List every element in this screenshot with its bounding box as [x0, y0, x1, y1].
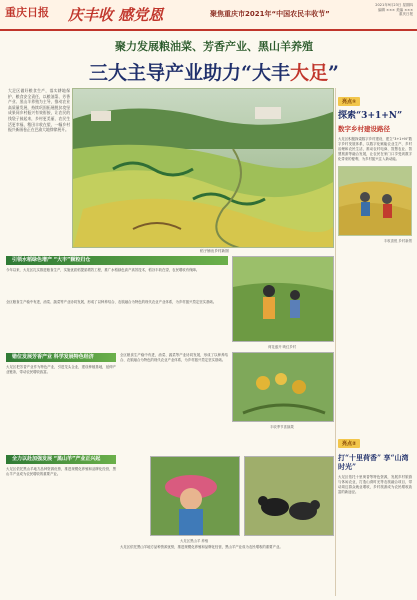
field-photo-illustration: [339, 167, 412, 236]
section-bar-aroma: 错位发展芳香产业 科学发展特色经济: [6, 353, 116, 362]
middle-text: 全区粮食生产稳中有进，油菜、蔬菜等产业协同发展，形成了以种养结合、农旅融合为特色的现代农业产业体系，为乡村振兴奠定坚实基础。: [120, 353, 228, 362]
right-subtitle: 数字乡村建设路径: [338, 125, 390, 133]
headline-emphasis: 大足: [289, 62, 328, 84]
woman-photo-illustration: [151, 457, 240, 536]
right-photo-field: [338, 166, 412, 236]
hero-photo-rice-fields: [72, 88, 334, 248]
highlight-tag: 亮点①: [338, 97, 360, 106]
right-title-2: 打“十里荷香” 享“山湾时光”: [338, 453, 409, 471]
mid-text: 全区粮食生产稳中有进，油菜、蔬菜等产业协同发展，形成了以种养结合、农旅融合为特色的现代农业产业体系，为乡村振兴奠定坚实基础。: [6, 300, 217, 304]
rice-field-illustration: [73, 89, 334, 248]
kicker-headline: 聚力发展粮油菜、芳香产业、黑山羊养殖: [115, 40, 313, 53]
section-goat-text: 大足区依托黑山羊地方品种资源优势，推进规模化养殖和品牌化经营，黑山羊产业成为农民增收的重要产业。: [6, 467, 116, 476]
photo3-caption: 大足区黑山羊 养殖: [180, 539, 209, 543]
section-bar-rice: 引领水稻绿色增产 “大丰”颗粒归仓: [6, 256, 228, 265]
header-info-line: 2021年9月23日 星期四: [375, 3, 413, 7]
hero-caption: 稻子铺出乡村新图: [200, 249, 229, 253]
header-info-line: 编辑 ××× 美编 ×××: [378, 7, 413, 12]
main-headline: [88, 58, 340, 85]
photo-harvest: [232, 352, 334, 422]
right-photo-caption: 丰收喜悦 乡村新景: [383, 238, 412, 243]
lead-paragraph: 大足区做好粮食生产，落实耕地保护、粮食安全责任，以粮油菜、芳香产业、黑山羊养殖为主导，推动农业高质量发展，持续巩固拓展脱贫攻坚成果同乡村振兴有效衔接，让农民的钱袋子鼓起来，乡村更美丽，农民生活更幸福，稻田丰收在望，一幅乡村振兴新画卷正在巴渝大地徐徐展开。: [8, 88, 70, 133]
goats-photo-illustration: [245, 457, 334, 536]
column-divider: [335, 88, 336, 596]
masthead: 重庆日报: [5, 6, 49, 19]
header-banner: [0, 0, 417, 30]
header-info-line: 重庆日报: [399, 12, 413, 16]
right-lower-column: [338, 430, 412, 495]
right-text: 大足区积极探索数字乡村建设，建立“3+1+N”数字乡村发展体系，以数字化赋能农业生产、乡村治理和农民生活，推动农村电商、智慧农业、智慧旅游等融合发展，让农民在家门口享受到数字化带来的便利，为乡村振兴注入新动能。: [338, 137, 412, 161]
section-rice-text: 今年以来，大足区扎实推进粮食生产，实施优质稻提质增效工程，推广水稻绿色高产高效技术，稻谷丰收在望，农民增收有保障。: [6, 268, 200, 272]
theme-subtitle: 聚焦重庆市2021年“中国农民丰收节”: [210, 10, 330, 18]
headline-prefix: 三大主导产业助力“大丰: [89, 62, 290, 84]
header-info: [375, 3, 413, 17]
highlight-tag-2: 亮点②: [338, 439, 360, 448]
photo1-caption: 荷花盛开 映红乡村: [268, 345, 297, 349]
photo-farmers-field: [232, 256, 334, 342]
theme-title: 庆丰收 感党恩: [68, 6, 164, 24]
photo-woman-smiling: [150, 456, 240, 536]
farmers-photo-illustration: [233, 257, 334, 342]
header-rule: [0, 29, 417, 31]
bottom-text: 大足区依托黑山羊地方品种资源优势，推进规模化养殖和品牌化经营，黑山羊产业成为农民增收的重要产业。: [120, 545, 283, 549]
section-aroma-text: 大足区把芳香产业作为特色产业，引进龙头企业，建设种植基地，延伸产业链条，带动农民增收致富。: [6, 365, 116, 374]
photo-goats: [244, 456, 334, 536]
section-bar-goat: 全力以赴加强发展 “黑山羊”产业正兴起: [6, 455, 116, 464]
right-column: [338, 88, 412, 243]
headline-suffix: ”: [328, 62, 339, 84]
right-title: 探索“3+1+N”: [338, 111, 403, 121]
right-text-2: 大足区依托十里荷香等特色资源，发展乡村旅游与休闲农业，打造山湾时光等农旅融合项目，带动周边群众就业增收，乡村旅游成为农民增收致富的新途径。: [338, 475, 412, 494]
photo2-caption: 丰收季节喜摘果: [270, 425, 294, 429]
harvest-photo-illustration: [233, 353, 334, 422]
